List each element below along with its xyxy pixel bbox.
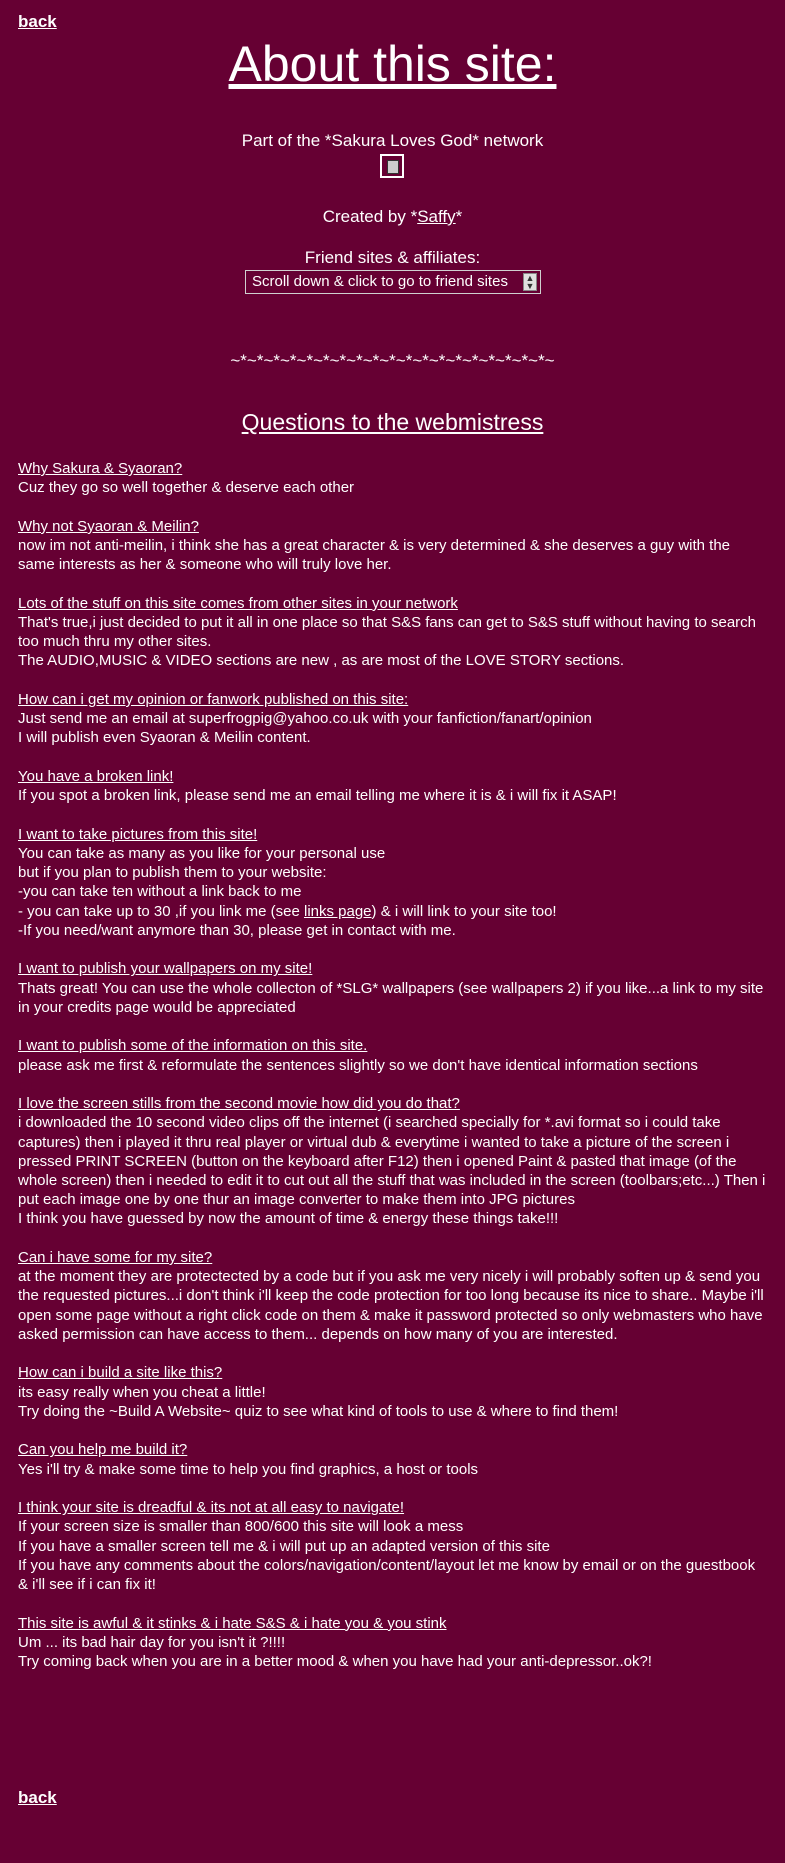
faq-question: You have a broken link! <box>18 768 174 785</box>
faq-answer-line: You can take as many as you like for your personal use <box>18 845 386 862</box>
faq-item <box>18 517 768 575</box>
faq-answer-line: please ask me first & reformulate the sentences slightly so we don't have identical information sections <box>18 1056 698 1074</box>
page-title: About this site: <box>228 36 557 92</box>
faq-answer <box>18 1267 768 1344</box>
creator-line <box>0 207 785 227</box>
faq-item <box>18 959 768 1017</box>
faq-item <box>18 1094 768 1228</box>
faq-answer-line: Try doing the ~Build A Website~ quiz to see what kind of tools to use & where to find them! <box>18 1402 619 1420</box>
faq-answer-line: Thats great! You can use the whole collecton of *SLG* wallpapers (see wallpapers 2) if you like...a link to my site in your credits page would be appreciated <box>18 979 764 1016</box>
faq-answer-line: I think you have guessed by now the amount of time & energy these things take!!! <box>18 1210 559 1228</box>
faq-question: Why Sakura & Syaoran? <box>18 460 183 477</box>
back-link-top[interactable]: back <box>18 12 57 31</box>
faq-answer <box>18 1056 768 1075</box>
faq-answer-line: but if you plan to publish them to your website: <box>18 864 327 882</box>
faq-question: I think your site is dreadful & its not at all easy to navigate! <box>18 1499 405 1517</box>
faq-answer <box>18 1113 768 1228</box>
faq-answer-line: If your screen size is smaller than 800/600 this site will look a mess <box>18 1518 464 1536</box>
friend-sites-select[interactable] <box>245 270 541 294</box>
faq-item <box>18 690 768 748</box>
faq-answer-line: at the moment they are protectected by a code but if you ask me very nicely i will probably soften up & send you the requested pictures...i don't think i'll keep the code protection for too long because its nice to share.. Maybe i'll open some page without a right click code on them & make it password protected so only webmasters who have asked permission can have access to them... depends on how many of you are interested. <box>18 1268 764 1343</box>
faq-answer-line: Cuz they go so well together & deserve each other <box>18 479 355 497</box>
faq-answer-line: That's true,i just decided to put it all in one place so that S&S fans can get to S&S stuff without having to search too much thru my other sites. <box>18 614 757 651</box>
faq-answer <box>18 1517 768 1594</box>
faq-item <box>18 594 768 671</box>
faq-answer <box>18 478 768 497</box>
faq-answer-text: ) & i will link to your site too! <box>371 902 557 920</box>
faq-question: Can you help me build it? <box>18 1441 188 1459</box>
network-banner-icon[interactable] <box>380 154 404 178</box>
faq-answer-line <box>18 902 768 921</box>
divider: ~*~*~*~*~*~*~*~*~*~*~*~*~*~*~*~*~*~*~*~ <box>230 351 555 370</box>
faq-question: How can i get my opinion or fanwork published on this site: <box>18 691 409 708</box>
questions-title: Questions to the webmistress <box>241 409 544 435</box>
creator-link[interactable]: Saffy <box>417 207 456 226</box>
faq-item <box>18 1440 768 1478</box>
faq-answer <box>18 844 768 940</box>
faq-answer-line: now im not anti-meilin, i think she has a great character & is very determined & she deserves a guy with the same interests as her & someone who will truly love her. <box>18 537 731 574</box>
faq-question: This site is awful & it stinks & i hate S&S & i hate you & you stink <box>18 1614 447 1632</box>
faq-question: Why not Syaoran & Meilin? <box>18 517 199 535</box>
faq-item <box>18 825 768 940</box>
faq-answer-line: If you spot a broken link, please send me an email telling me where it is & i will fix it ASAP! <box>18 787 617 805</box>
back-link-bottom[interactable]: back <box>18 1788 57 1807</box>
faq-item <box>18 1036 768 1074</box>
faq-answer <box>18 536 768 574</box>
creator-suffix: * <box>455 207 463 226</box>
faq-answer-line: its easy really when you cheat a little! <box>18 1383 266 1401</box>
faq-item <box>18 459 768 497</box>
faq-answer <box>18 1460 768 1479</box>
friends-label: Friend sites & affiliates: <box>304 248 481 267</box>
links-page-link[interactable]: links page <box>303 902 372 920</box>
faq-item <box>18 1498 768 1594</box>
select-arrow-icon[interactable]: ▲ ▼ <box>523 273 537 291</box>
network-text: Part of the *Sakura Loves God* network <box>241 131 544 150</box>
faq-question: Can i have some for my site? <box>18 1249 213 1267</box>
faq-answer-line: -If you need/want anymore than 30, please get in contact with me. <box>18 921 456 939</box>
faq-answer-line: If you have a smaller screen tell me & i will put up an adapted version of this site <box>18 1537 550 1555</box>
faq-answer <box>18 709 768 747</box>
creator-prefix: Created by * <box>322 207 418 226</box>
faq-question: I want to publish your wallpapers on my site! <box>18 960 313 978</box>
faq-item <box>18 767 768 805</box>
faq-answer-line: Just send me an email at superfrogpig@yahoo.co.uk with your fanfiction/fanart/opinion <box>18 710 592 728</box>
faq-answer-line: If you have any comments about the colors/navigation/content/layout let me know by email or on the guestbook & i'll see if i can fix it! <box>18 1556 756 1594</box>
faq-answer-line: -you can take ten without a link back to me <box>18 883 302 901</box>
faq-answer-line: i downloaded the 10 second video clips off the internet (i searched specially for *.avi format so i could take captures) then i played it thru real player or virtual dub & everytime i wanted to take a picture of the screen i pressed PRINT SCREEN (button on the keyboard after F12) then i opened Paint & pasted that image (of the whole screen) then i needed to edit it to cut out all the stuff that was included in the screen (toolbars;etc...) Then i put each image one by one thur an image converter to make them into JPG pictures <box>18 1114 766 1209</box>
faq-answer <box>18 613 768 671</box>
faq-item <box>18 1614 768 1672</box>
faq-question: Lots of the stuff on this site comes from other sites in your network <box>18 594 458 612</box>
faq-item <box>18 1248 768 1344</box>
faq-question: I want to publish some of the information on this site. <box>18 1037 368 1055</box>
faq-question: I love the screen stills from the second movie how did you do that? <box>18 1095 460 1113</box>
faq-item <box>18 1363 768 1421</box>
faq-answer-line: The AUDIO,MUSIC & VIDEO sections are new , as are most of the LOVE STORY sections. <box>18 652 625 670</box>
faq-answer <box>18 1633 768 1671</box>
faq-answer-line: I will publish even Syaoran & Meilin content. <box>18 729 311 747</box>
faq-list <box>18 459 768 1691</box>
faq-answer-line: Um ... its bad hair day for you isn't it ?!!!! <box>18 1633 286 1651</box>
faq-answer <box>18 786 768 805</box>
faq-answer <box>18 979 768 1017</box>
faq-answer-line: Yes i'll try & make some time to help you find graphics, a host or tools <box>18 1460 479 1478</box>
friend-sites-select-value: Scroll down & click to go to friend sites <box>252 273 508 290</box>
faq-question: How can i build a site like this? <box>18 1364 223 1382</box>
faq-answer <box>18 1383 768 1421</box>
faq-answer-text: - you can take up to 30 ,if you link me (see <box>18 902 304 920</box>
faq-answer-line: Try coming back when you are in a better mood & when you have had your anti-depressor..ok?! <box>18 1653 652 1671</box>
faq-question: I want to take pictures from this site! <box>18 825 258 843</box>
